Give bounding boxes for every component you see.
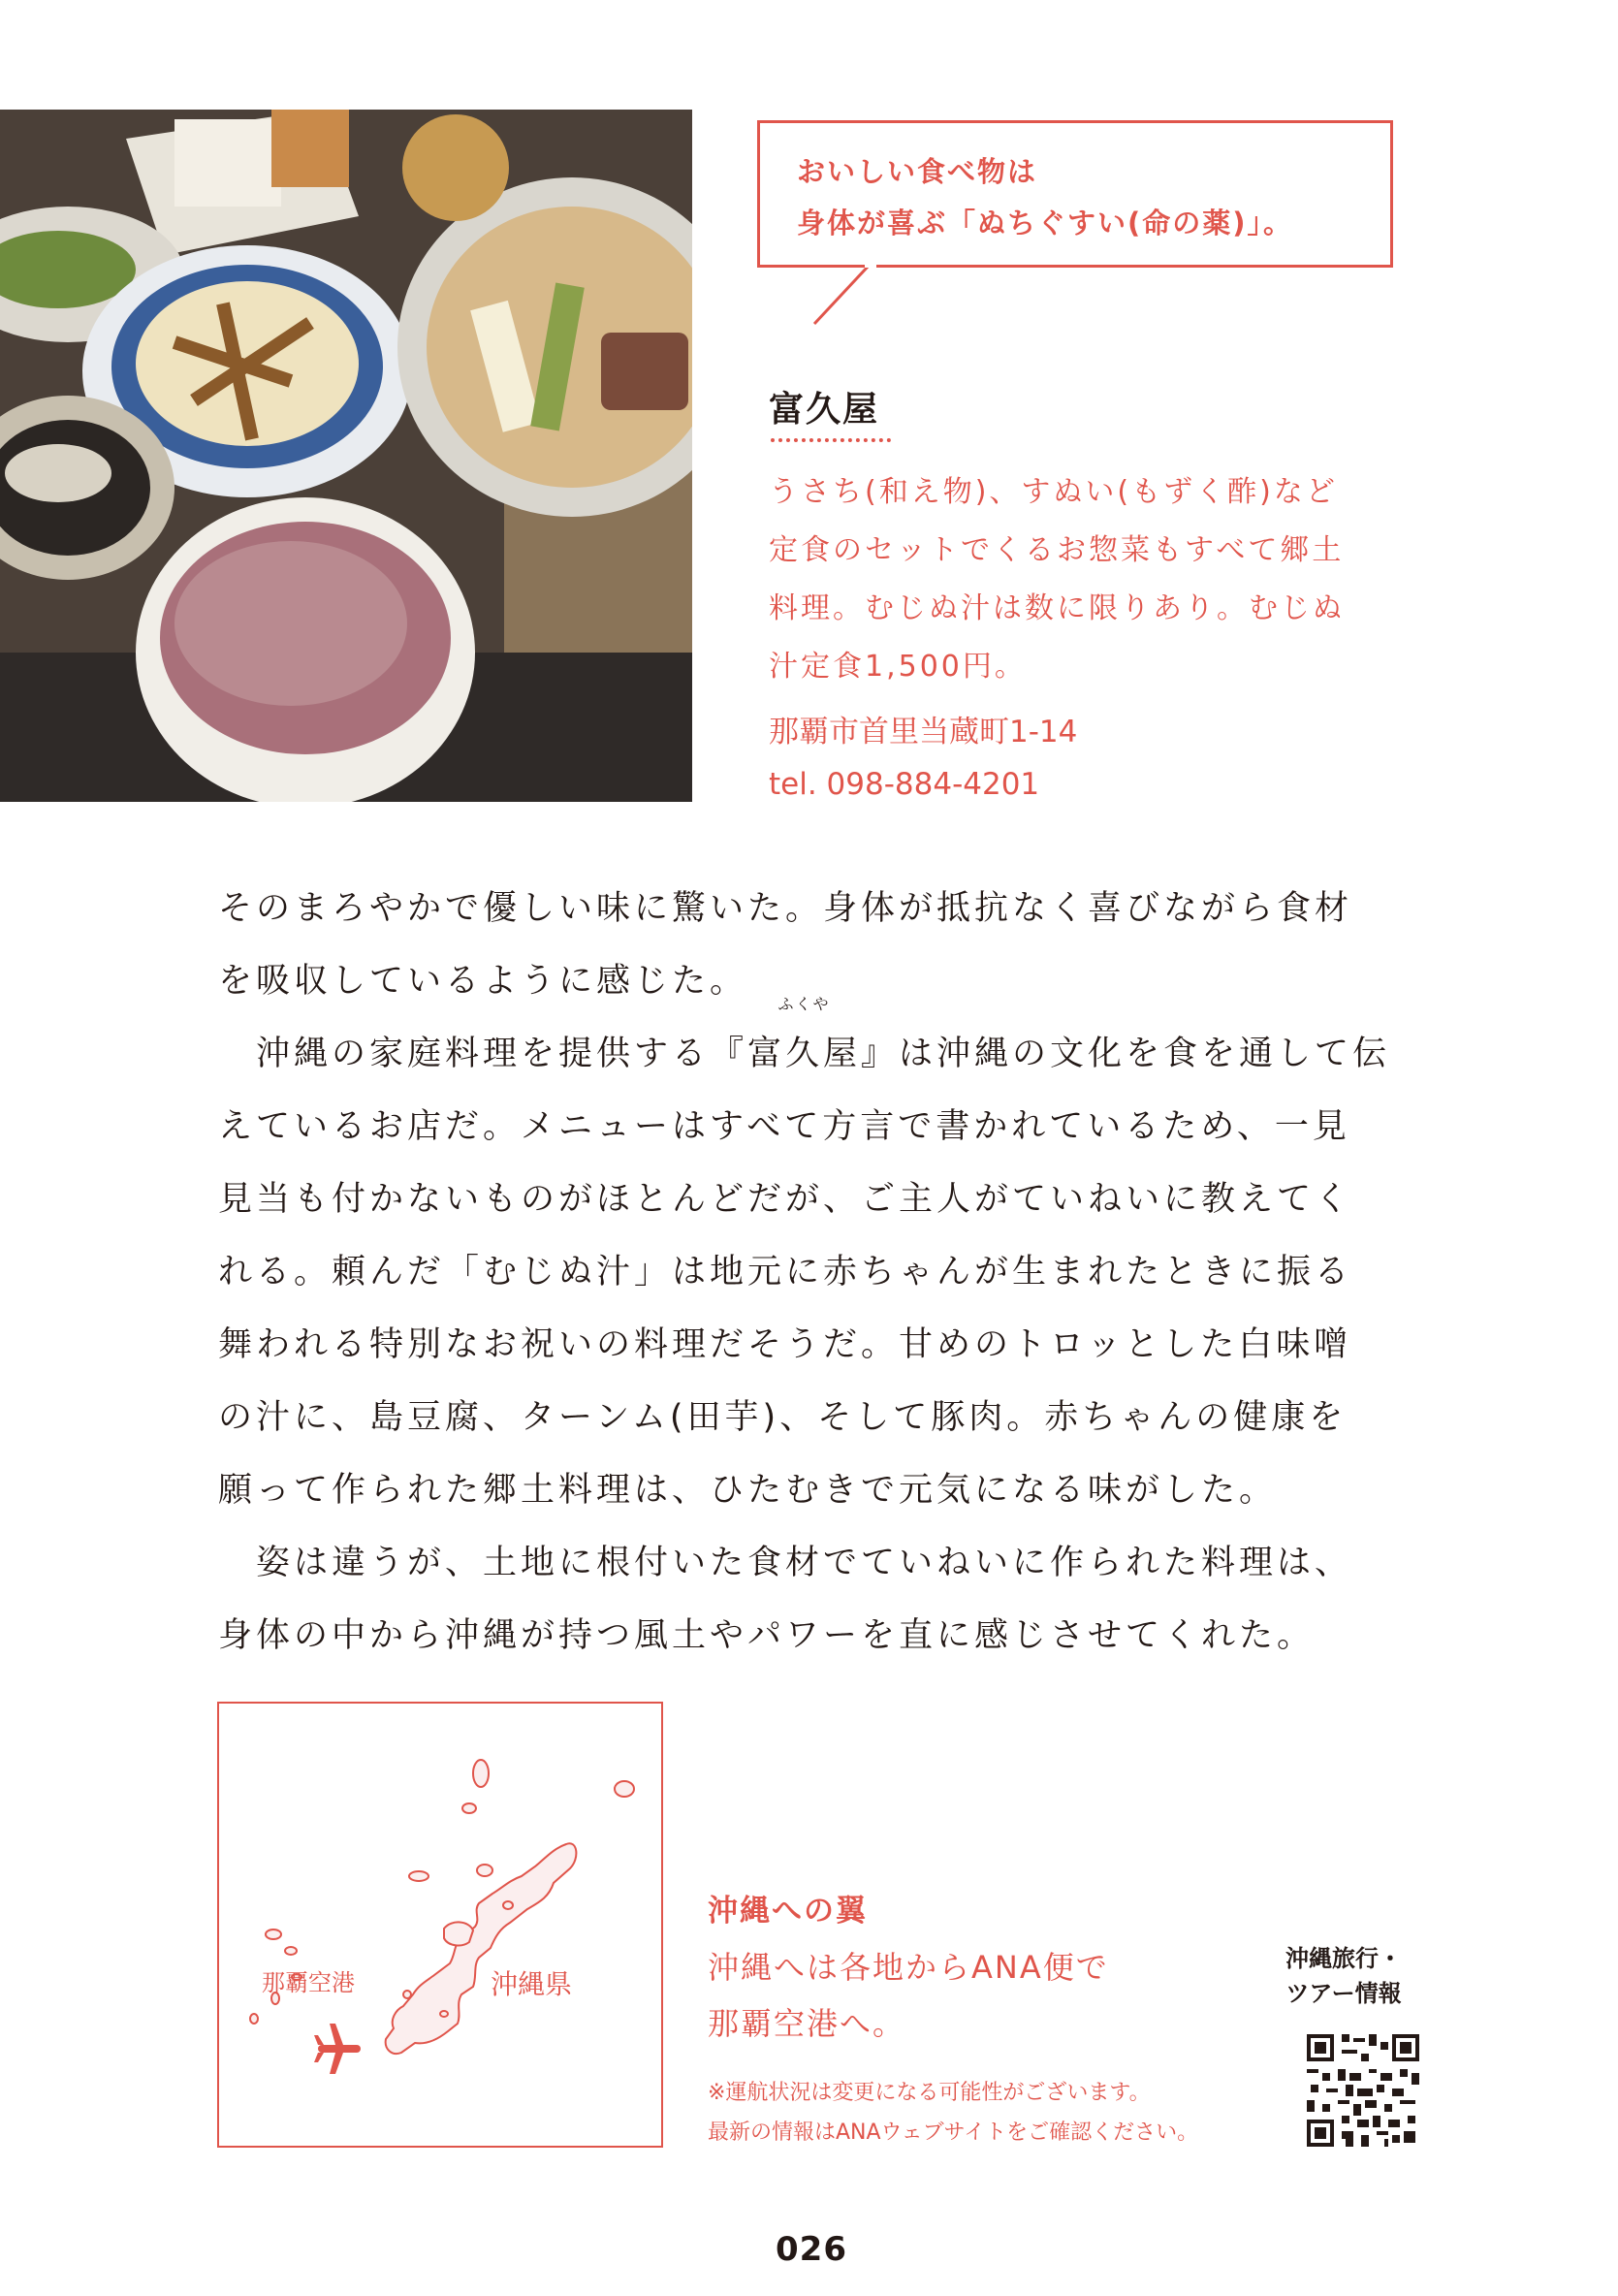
ruby-line-after: 』は沖縄の文化を食を通して伝 [861,1035,1391,1073]
article-line: 願って作られた郷土料理は、ひたむきで元気になる味がした。 [218,1471,1278,1510]
shop-name-ruby [747,995,862,1091]
shop-address: 那覇市首里当蔵町1-14 [769,715,1078,749]
speech-bubble-tail [810,262,878,330]
page-number: 026 [776,2230,847,2269]
article-line: 姿は違うが、土地に根付いた食材でていねいに作られた料理は、 [218,1544,1353,1582]
shop-tel: tel. 098-884-4201 [769,767,1040,802]
ruby-line-before: 沖縄の家庭料理を提供する『 [218,1035,748,1073]
qr-label [1285,1941,1402,2011]
qr-label-line: 沖縄旅行・ [1285,1945,1402,1972]
wing-text [708,1939,1109,2052]
article-line: を吸収しているように感じた。 [218,962,748,1001]
airport-label: 那覇空港 [262,1969,355,1996]
article-line: れる。頼んだ「むじぬ汁」は地元に赤ちゃんが生まれたときに振る [218,1253,1353,1292]
ruby-reading: ふくや [777,995,831,1013]
article-body [218,873,1420,1673]
speech-bubble-text [797,146,1293,249]
shop-description-line: 定食のセットでくるお惣菜もすべて郷土 [769,533,1345,567]
wing-line: 沖縄へは各地からANA便で [708,1949,1109,1986]
article-line: の汁に、島豆腐、ターンム(田芋)、そして豚肉。赤ちゃんの健康を [218,1398,1348,1437]
shop-description-line: うさち(和え物)、すぬい(もずく酢)など [769,475,1338,509]
wing-notes [708,2073,1198,2152]
speech-bubble [757,120,1393,268]
article-line-ruby [218,995,1420,1091]
speech-bubble-line: おいしい食べ物は [797,155,1038,188]
shop-name: 富久屋 [769,390,880,430]
article-line: 身体の中から沖縄が持つ風土やパワーを直に感じさせてくれた。 [218,1616,1316,1655]
wing-line: 那覇空港へ。 [708,2005,906,2042]
article-line: そのまろやかで優しい味に驚いた。身体が抵抗なく喜びながら食材 [218,889,1353,928]
okinawa-island-map [219,1704,661,2146]
qr-code-icon[interactable] [1307,2034,1419,2147]
wing-note-line: ※運航状況は変更になる可能性がございます。 [708,2081,1151,2105]
food-set-meal-illustration [0,110,692,802]
article-line: 見当も付かないものがほとんどだが、ご主人がていねいに教えてく [218,1180,1353,1219]
speech-bubble-line: 身体が喜ぶ「ぬちぐすい(命の薬)」。 [797,207,1294,239]
article-line: えているお店だ。メニューはすべて方言で書かれているため、一見 [218,1107,1350,1146]
qr-label-line: ツアー情報 [1285,1980,1402,2007]
ruby-base: 富久屋 [747,1035,862,1073]
okinawa-map [217,1702,663,2148]
food-photo [0,110,692,802]
wing-note-line: 最新の情報はANAウェブサイトをご確認ください。 [708,2121,1199,2145]
dotted-divider [771,438,891,442]
wing-title: 沖縄への翼 [708,1894,868,1929]
shop-description-line: 汁定食1,500円。 [769,650,1027,684]
shop-contact [769,706,1077,811]
article-line: 舞われる特別なお祝いの料理だそうだ。甘めのトロッとした白味噌 [218,1325,1352,1364]
shop-description [769,463,1418,696]
prefecture-label: 沖縄県 [491,1968,573,2000]
airplane-icon [314,2024,361,2074]
shop-description-line: 料理。むじぬ汁は数に限りあり。むじぬ [769,591,1345,625]
